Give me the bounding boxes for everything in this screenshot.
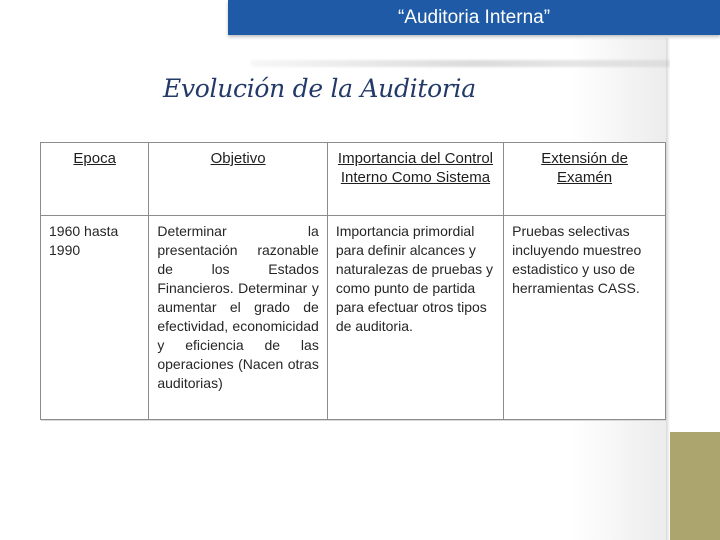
side-accent-block bbox=[670, 432, 720, 540]
header-importancia: Importancia del Control Interno Como Sistema bbox=[327, 143, 503, 216]
table-header-row bbox=[41, 143, 666, 216]
title-shadow-line bbox=[250, 60, 696, 67]
side-block bbox=[670, 0, 720, 430]
cell-extension: Pruebas selectivas incluyendo muestreo estadistico y uso de herramientas CASS. bbox=[504, 216, 666, 420]
slide-title: Evolución de la Auditoria bbox=[163, 74, 476, 103]
header-title: “Auditoria Interna” bbox=[397, 6, 551, 28]
header-epoca: Epoca bbox=[41, 143, 149, 216]
audit-evolution-table bbox=[40, 142, 666, 420]
cell-importancia: Importancia primordial para definir alcances y naturalezas de pruebas y como punto de partida para efectuar otros tipos de auditoria. bbox=[327, 216, 503, 420]
header-bar bbox=[228, 0, 720, 35]
cell-objetivo: Determinar la presentación razonable de los Estados Financieros. Determinar y aumentar el grado de efectividad, economicidad y eficiencia de las operaciones (Nacen otras auditorias) bbox=[149, 216, 327, 420]
header-extension: Extensión de Examén bbox=[504, 143, 666, 216]
cell-epoca: 1960 hasta 1990 bbox=[41, 216, 149, 420]
header-objetivo: Objetivo bbox=[149, 143, 327, 216]
table-row bbox=[41, 216, 666, 420]
